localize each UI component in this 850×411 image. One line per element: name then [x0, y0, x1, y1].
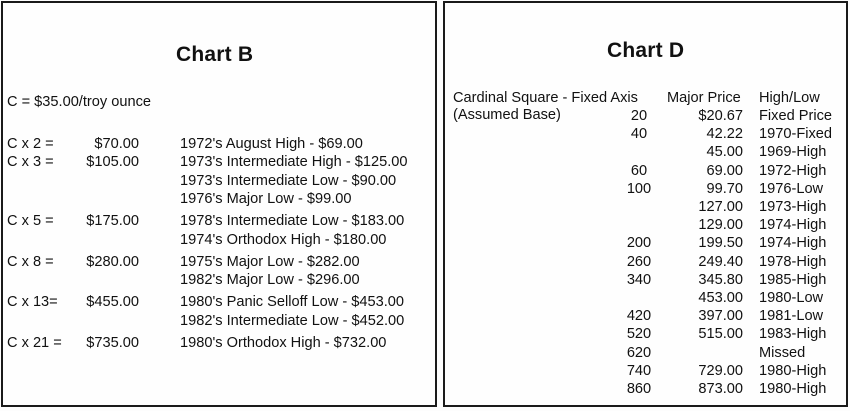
high-low-label: 1980-High [759, 381, 827, 397]
multiplier-label: C x 3 = [7, 154, 54, 171]
multiplied-value: $735.00 [86, 335, 139, 351]
header-major-price: Major Price [667, 90, 741, 106]
market-event: 1982's Major Low - $296.00 [180, 272, 360, 289]
major-price-value: 345.80 [698, 271, 743, 288]
cardinal-square-value: 860 [626, 381, 652, 397]
high-low-label: Fixed Price [759, 108, 832, 124]
cardinal-square-value: 100 [626, 180, 652, 197]
multiplier-label: C x 13= [7, 294, 58, 311]
high-low-label: Missed [759, 344, 806, 361]
base-price-label: C = $35.00/troy ounce [7, 94, 152, 110]
high-low-label: 1980-Low [759, 290, 824, 306]
major-price-value: 45.00 [706, 144, 743, 161]
multiplier-label: C x 21 = [7, 335, 62, 351]
market-event: 1974's Orthodox High - $180.00 [180, 231, 387, 248]
major-price-value: $20.67 [698, 108, 743, 124]
multiplied-value: $280.00 [86, 253, 139, 270]
major-price-value: 127.00 [698, 199, 743, 215]
high-low-label: 1969-High [759, 144, 827, 161]
market-event: 1982's Intermediate Low - $452.00 [180, 312, 405, 329]
high-low-label: 1973-High [759, 199, 827, 215]
market-event: 1976's Major Low - $99.00 [180, 190, 352, 207]
market-event: 1973's Intermediate High - $125.00 [180, 154, 408, 171]
high-low-label: 1974-High [759, 235, 827, 252]
chart-b-title: Chart B [176, 43, 254, 66]
market-event: 1973's Intermediate Low - $90.00 [180, 172, 397, 189]
high-low-label: 1970-Fixed [759, 126, 833, 143]
header-cardinal-square: Cardinal Square - Fixed Axis [453, 90, 638, 106]
market-event: 1980's Orthodox High - $732.00 [180, 335, 387, 351]
major-price-value: 397.00 [698, 308, 743, 325]
high-low-label: 1983-High [759, 326, 827, 343]
cardinal-square-value: 60 [630, 162, 648, 179]
multiplier-label: C x 2 = [7, 136, 54, 152]
cardinal-square-value: 420 [626, 308, 652, 325]
multiplied-value: $105.00 [86, 154, 139, 171]
multiplier-label: C x 5 = [7, 213, 54, 230]
major-price-value: 515.00 [698, 326, 743, 343]
market-event: 1978's Intermediate Low - $183.00 [180, 213, 405, 230]
major-price-value: 199.50 [698, 235, 743, 252]
high-low-label: 1981-Low [759, 308, 824, 325]
cardinal-square-value: 620 [626, 344, 652, 361]
cardinal-square-value: 40 [630, 126, 648, 143]
major-price-value: 69.00 [706, 162, 743, 179]
multiplied-value: $455.00 [86, 294, 139, 311]
high-low-label: 1980-High [759, 362, 827, 379]
cardinal-square-value: 20 [630, 108, 648, 124]
high-low-label: 1985-High [759, 271, 827, 288]
major-price-value: 873.00 [698, 381, 743, 397]
cardinal-square-value: 740 [626, 362, 652, 379]
cardinal-square-value: 200 [626, 235, 652, 252]
major-price-value: 729.00 [698, 362, 743, 379]
market-event: 1980's Panic Selloff Low - $453.00 [180, 294, 405, 311]
market-event: 1975's Major Low - $282.00 [180, 253, 360, 270]
major-price-value: 99.70 [706, 180, 743, 197]
header-high-low: High/Low [759, 90, 820, 106]
header-assumed-base: (Assumed Base) [453, 107, 561, 123]
multiplied-value: $70.00 [94, 136, 139, 152]
multiplied-value: $175.00 [86, 213, 139, 230]
major-price-value: 42.22 [706, 126, 743, 143]
chart-d-title: Chart D [607, 39, 685, 62]
market-event: 1972's August High - $69.00 [180, 136, 363, 152]
major-price-value: 453.00 [698, 290, 743, 306]
major-price-value: 249.40 [698, 253, 743, 270]
major-price-value: 129.00 [698, 217, 743, 234]
chart-b-panel [1, 1, 437, 407]
multiplier-label: C x 8 = [7, 253, 54, 270]
cardinal-square-value: 260 [626, 253, 652, 270]
high-low-label: 1978-High [759, 253, 827, 270]
high-low-label: 1974-High [759, 217, 827, 234]
high-low-label: 1976-Low [759, 180, 824, 197]
cardinal-square-value: 520 [626, 326, 652, 343]
chart-d-panel [443, 1, 848, 407]
cardinal-square-value: 340 [626, 271, 652, 288]
high-low-label: 1972-High [759, 162, 827, 179]
